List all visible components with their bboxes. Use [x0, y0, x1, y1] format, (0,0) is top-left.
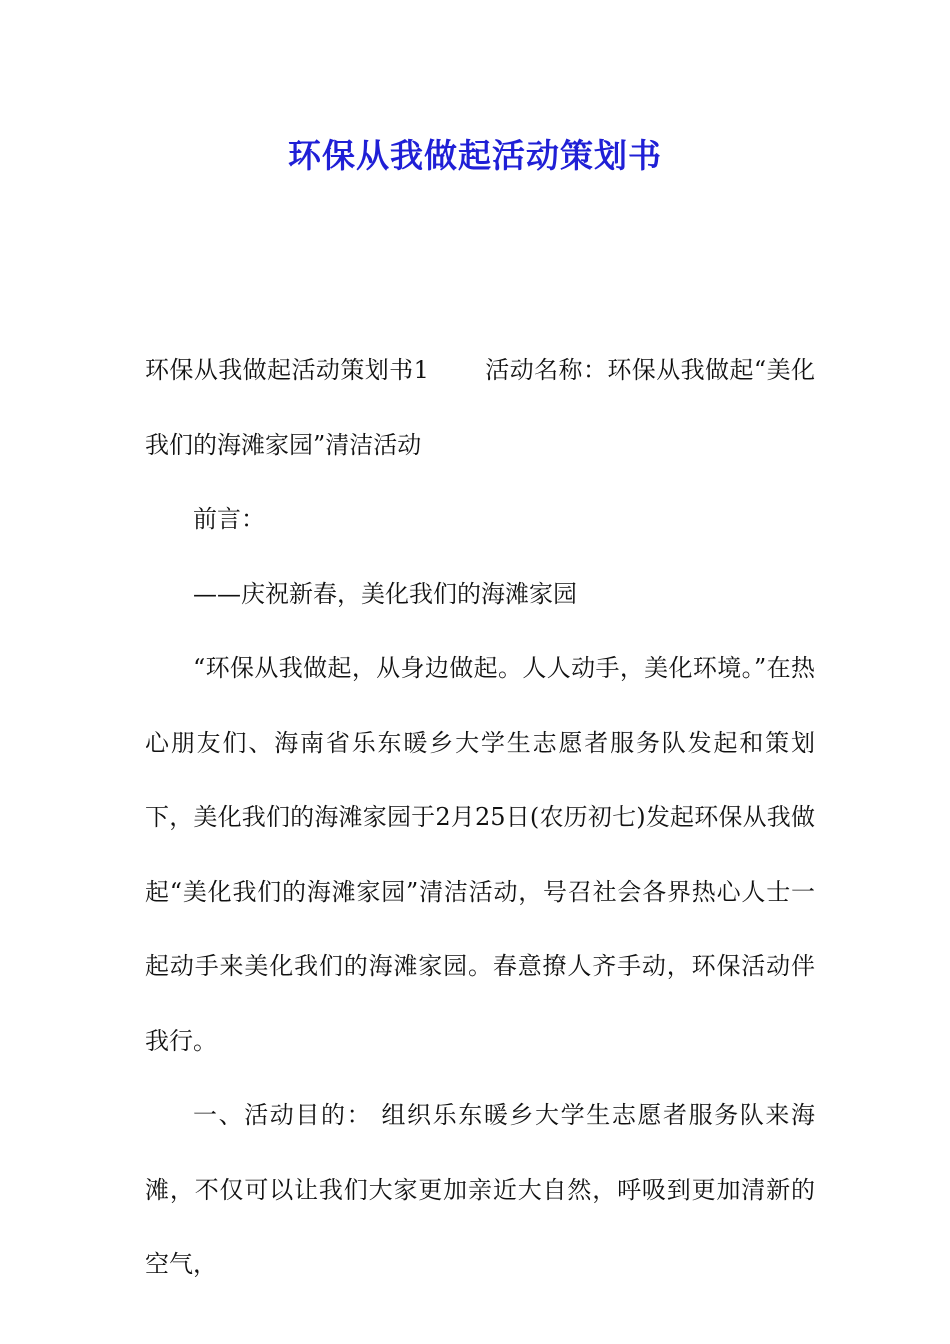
activity-name: 活动名称：环保从我做起“美化我们的海滩家园”清洁活动: [145, 356, 815, 459]
opening-paragraph: [145, 333, 815, 482]
purpose-label: 一、活动目的：: [193, 1101, 373, 1129]
slogan: ——庆祝新春，美化我们的海滩家园: [193, 579, 577, 608]
intro-paragraph: “环保从我做起，从身边做起。人人动手，美化环境。”在热心朋友们、海南省乐东暖乡大学生志愿者服务队发起和策划下，美化我们的海滩家园于2月25日(农历初七)发起环保从我做起“美化我们的海滩家园”清洁活动，号召社会各界热心人士一起动手来美化我们的海滩家园。春意撩人齐手动，环保活动伴我行。: [145, 654, 815, 1055]
preface-label: 前言：: [193, 505, 265, 533]
document-body: [145, 333, 815, 1302]
purpose-paragraph: [145, 1078, 815, 1302]
section-heading: 环保从我做起活动策划书1: [145, 356, 429, 384]
purpose-text: 组织乐东暖乡大学生志愿者服务队来海滩，不仅可以让我们大家更加亲近大自然，呼吸到更加清新的空气，: [145, 1101, 816, 1278]
document-title: 环保从我做起活动策划书: [288, 136, 662, 175]
